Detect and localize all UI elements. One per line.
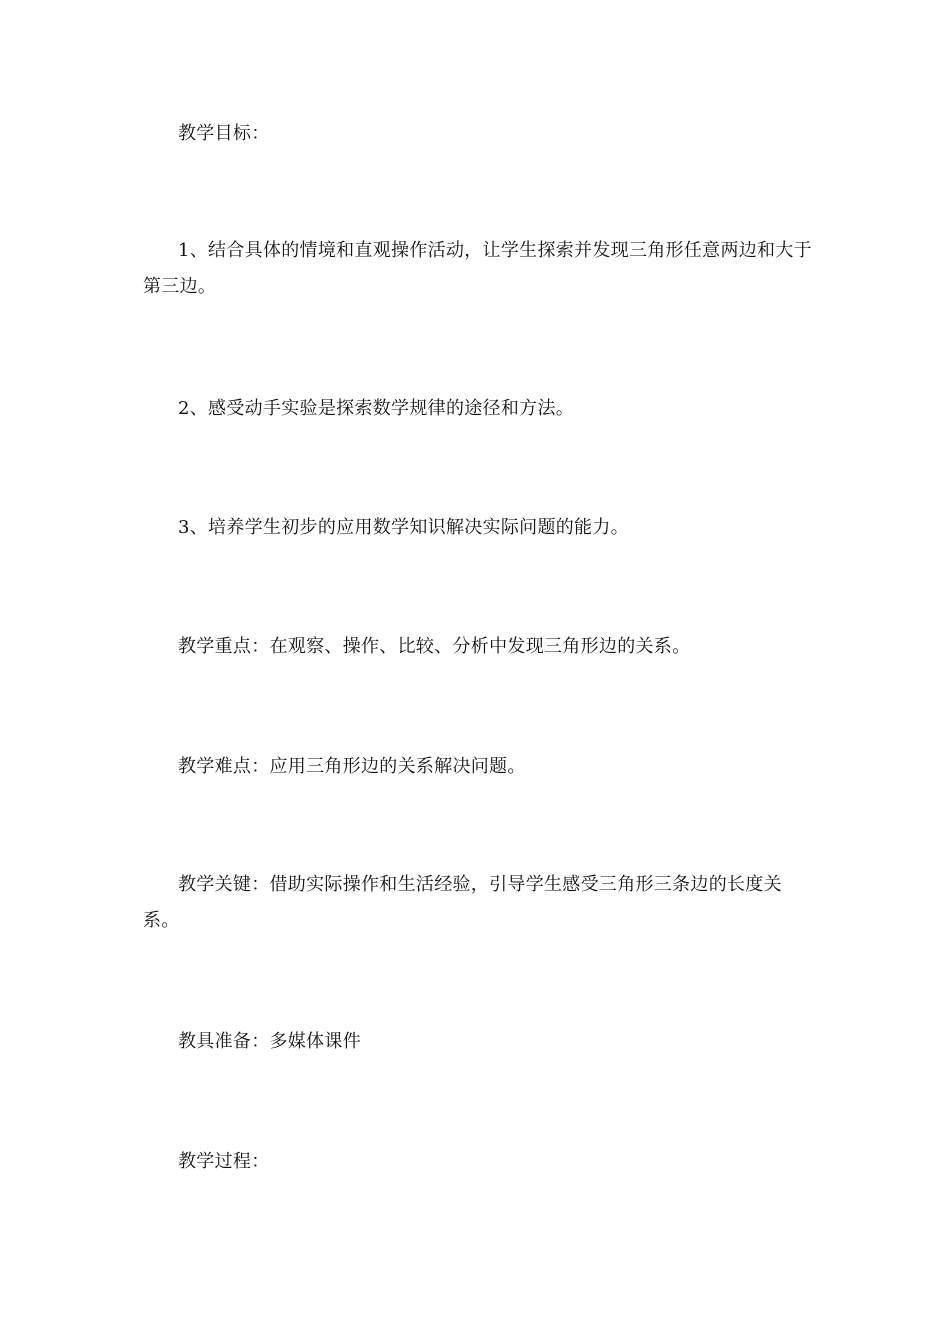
teaching-focus: 教学重点：在观察、操作、比较、分析中发现三角形边的关系。 [178,636,691,657]
teaching-aids: 教具准备：多媒体课件 [178,1031,361,1052]
objective-1: 1、结合具体的情境和直观操作活动，让学生探索并发现三角形任意两边和大于第三边。 [143,240,812,297]
heading-teaching-objectives: 教学目标： [178,123,270,144]
objective-2: 2、感受动手实验是探索数学规律的途径和方法。 [178,398,575,419]
teaching-key: 教学关键：借助实际操作和生活经验，引导学生感受三角形三条边的长度关系。 [143,874,782,931]
teaching-difficulty: 教学难点：应用三角形边的关系解决问题。 [178,756,526,777]
heading-teaching-process: 教学过程： [178,1151,270,1172]
objective-3: 3、培养学生初步的应用数学知识解决实际问题的能力。 [178,517,629,538]
